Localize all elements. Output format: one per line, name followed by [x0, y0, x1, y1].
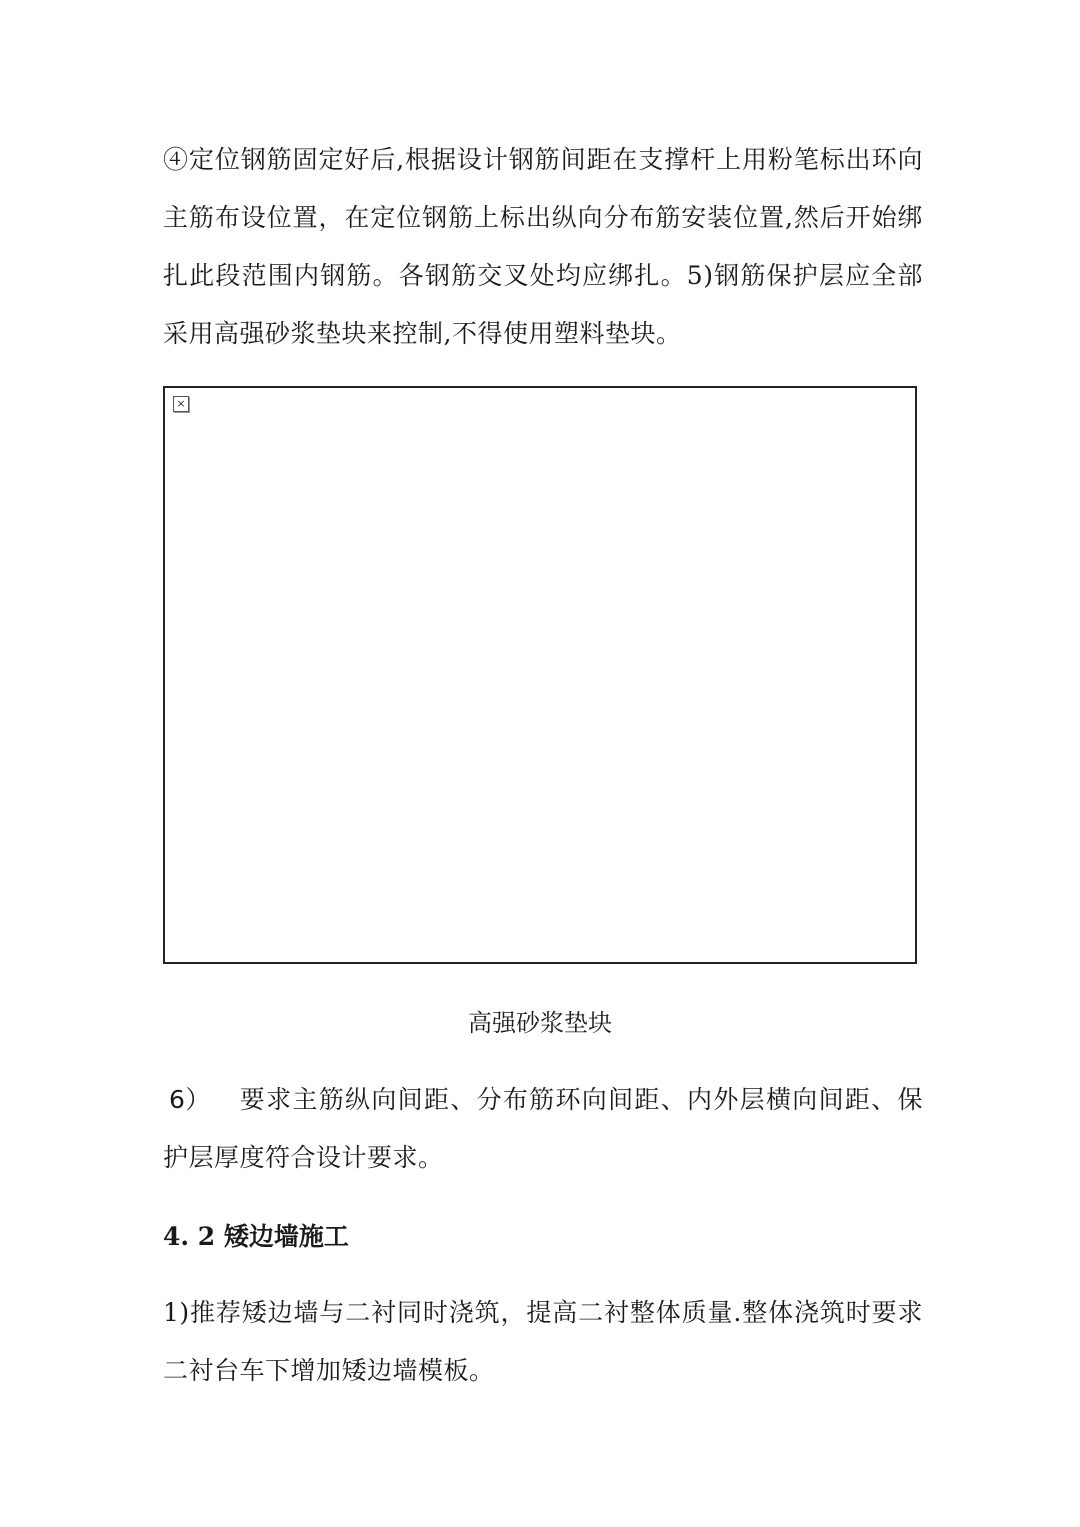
section-heading: 4. 2 矮边墙施工	[163, 1222, 349, 1251]
paragraph-low-sidewall: 1)推荐矮边墙与二衬同时浇筑，提高二衬整体质量.整体浇筑时要求二衬台车下增加矮边墙模板。	[163, 1298, 923, 1385]
item-number: 6）	[169, 1085, 211, 1114]
paragraph-item-6	[163, 1071, 923, 1187]
broken-image-icon: ×	[173, 396, 189, 412]
figure-image-placeholder	[163, 386, 917, 964]
paragraph-rebar-positioning: ④定位钢筋固定好后,根据设计钢筋间距在支撑杆上用粉笔标出环向主筋布设位置，在定位钢筋上标出纵向分布筋安装位置,然后开始绑扎此段范围内钢筋。各钢筋交叉处均应绑扎。5)钢筋保护层应全部采用高强砂浆垫块来控制,不得使用塑料垫块。	[163, 145, 923, 348]
item-6-text: 要求主筋纵向间距、分布筋环向间距、内外层横向间距、保护层厚度符合设计要求。	[163, 1085, 923, 1172]
figure-caption: 高强砂浆垫块	[468, 1009, 612, 1037]
